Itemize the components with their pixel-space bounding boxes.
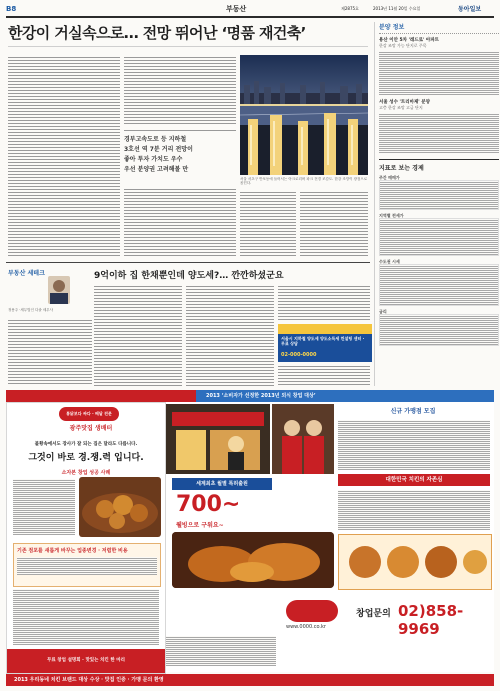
market-table-label: 지역별 전세가	[379, 213, 404, 218]
sidebar-item-body: 고층 한강 조망 고급 단지	[379, 105, 423, 110]
left-ad-box-text: 기존 점포를 새롭게 바꾸는 업종변경 · 저렴한 비용	[17, 548, 128, 554]
column-author-box	[8, 268, 88, 318]
ad-top-bar	[6, 390, 494, 402]
chicken-dish-image	[79, 477, 161, 537]
left-ad[interactable]	[6, 402, 166, 674]
right-ad-phone-label: 창업문의	[356, 609, 391, 619]
left-ad-footer: 무료 창업 설명회 · 맛있는 치킨 한 마리	[7, 649, 165, 673]
sidebar-item-title: 용산 이안 5차 '레드로' 아파트	[379, 38, 439, 43]
page-header	[6, 4, 494, 16]
article-column-3	[240, 190, 296, 257]
store-photo-2	[272, 404, 334, 474]
market-section-title: 지표로 보는 경제	[379, 165, 424, 172]
header-rule	[6, 16, 494, 18]
column-title: 부동산 세테크	[8, 270, 45, 277]
right-sidebar	[374, 22, 499, 386]
left-ad-sub: 소자본 창업 성공 사례	[61, 470, 111, 476]
author-portrait-icon	[48, 276, 70, 304]
pull-quote	[124, 130, 236, 190]
market-table-body	[379, 218, 499, 256]
column-text-5	[278, 364, 370, 386]
skyline-photo	[240, 55, 368, 175]
right-ad-food-photo	[172, 532, 334, 588]
article-column-5	[300, 190, 368, 257]
market-table-body	[379, 180, 499, 210]
section-name: 부동산	[226, 5, 247, 13]
column-author: 정용주 ·세무법인 다솔 세무사	[8, 308, 54, 312]
sidebar-item-title: 서울 성수 '트리마제' 분양	[379, 100, 430, 105]
article-column-1	[8, 55, 120, 257]
sidebar-section-title: 분양 정보	[379, 24, 405, 31]
right-ad-url[interactable]: www.0000.co.kr	[286, 624, 326, 630]
market-table-label: 금리	[379, 309, 387, 314]
pull-quote-line: 우선 분양권 고려해볼 만	[124, 166, 189, 173]
main-headline: 한강이 거실속으로… 전망 뛰어난 ‘명품 재건축’	[8, 24, 306, 42]
right-ad-logo	[286, 600, 338, 622]
right-ad-product-box	[338, 534, 492, 590]
page-number: B8	[6, 5, 17, 13]
issue-number: 제2875호	[341, 6, 359, 11]
column-text-1	[8, 318, 92, 386]
left-ad-tag: 통닭보다 싸다 · 배달 전문	[59, 407, 119, 421]
left-ad-headline: 그것이 바로 경.쟁.력 입니다.	[28, 453, 144, 463]
sidebar-text-block	[379, 51, 499, 95]
right-ad-promo: 신규 가맹점 모집	[390, 408, 436, 415]
right-ad[interactable]	[166, 402, 494, 672]
author-photo	[48, 276, 70, 304]
masthead-logo: 동아일보	[458, 6, 482, 13]
product-lineup-image	[339, 535, 491, 589]
right-ad-slogan: 대한민국 치킨의 자존심	[338, 474, 490, 486]
photo-caption: 서울 서초구 반포동에 들어서는 아크로리버 파크 전경 조감도. 한강 조망이 장점으로 꼽힌다.	[240, 177, 368, 185]
right-ad-big-unit: 웰빙으로 구워요~	[176, 522, 224, 529]
market-table	[379, 259, 499, 306]
storefront-image	[166, 404, 270, 474]
left-ad-box-lines	[17, 557, 157, 575]
store-photo-1	[166, 404, 270, 474]
market-table-body	[379, 314, 499, 346]
market-table-label: 주간 매매가	[379, 175, 400, 180]
left-ad-brand: 광주맛집 생배터	[69, 425, 113, 432]
issue-date: 2013년 11월 20일 수요일	[373, 6, 421, 11]
consult-banner-text: 서울시 지하철 양도세 양도소득세 컨설팅 센터 · 무료 상담	[281, 336, 365, 346]
city-river-image	[240, 55, 368, 175]
sidebar-text-block	[379, 113, 499, 153]
sidebar-item	[379, 37, 499, 95]
right-ad-info-text	[338, 420, 490, 470]
consult-banner-phone: 02-000-0000	[281, 352, 317, 358]
market-table-label: 수도권 시세	[379, 259, 400, 264]
market-table	[379, 309, 499, 346]
pull-quote-line: 좋아 투자 가치도 우수	[124, 156, 183, 163]
pull-quote-line: 경부고속도로 등 지하철	[124, 136, 187, 143]
pull-quote-line: 3호선 역 7분 거리 전망이	[124, 146, 193, 153]
market-table	[379, 175, 499, 210]
right-ad-big-number: 700~	[176, 492, 241, 517]
left-ad-box	[13, 543, 161, 587]
ad-top-bar-text: 2013 ‘소비자가 선정한 2013년 외식 창업 대상’	[206, 393, 316, 399]
right-ad-bottom-text	[166, 636, 276, 666]
right-ad-contact[interactable]	[166, 592, 494, 672]
column-text-3	[186, 284, 274, 386]
right-ad-brand-tag: 세계최초 월별 특허출원	[172, 478, 272, 490]
roast-chicken-image	[172, 532, 334, 588]
left-ad-line1: 불황속에서도 장사가 잘 되는 집은 달라도 다릅니다.	[34, 442, 138, 447]
right-ad-phone[interactable]: 02)858-9969	[398, 602, 464, 638]
left-ad-details	[13, 589, 159, 645]
market-table-body	[379, 264, 499, 306]
article-byline	[8, 46, 368, 54]
left-ad-text	[13, 479, 75, 535]
footer-strip	[6, 674, 494, 686]
section-divider	[6, 262, 370, 263]
column-text-4	[278, 284, 370, 322]
right-ad-info-text-2	[338, 490, 490, 530]
consult-banner[interactable]	[278, 324, 372, 362]
market-table	[379, 213, 499, 256]
footer-text: 2013 우리동네 치킨 브랜드 대상 수상 · 맛집 인증 · 가맹 문의 환영	[14, 677, 164, 683]
sidebar-item	[379, 99, 499, 153]
article-column-2	[124, 55, 236, 125]
column-headline: 9억이하 집 한채뿐인데 양도세?… 깐깐하셨군요	[94, 271, 284, 281]
left-ad-food-photo	[79, 477, 161, 537]
staff-photo-image	[272, 404, 334, 474]
column-text-2	[94, 284, 182, 386]
article-column-2b	[124, 190, 236, 257]
sidebar-item-body: 한강 조망 가능 단지로 주목	[379, 43, 427, 48]
